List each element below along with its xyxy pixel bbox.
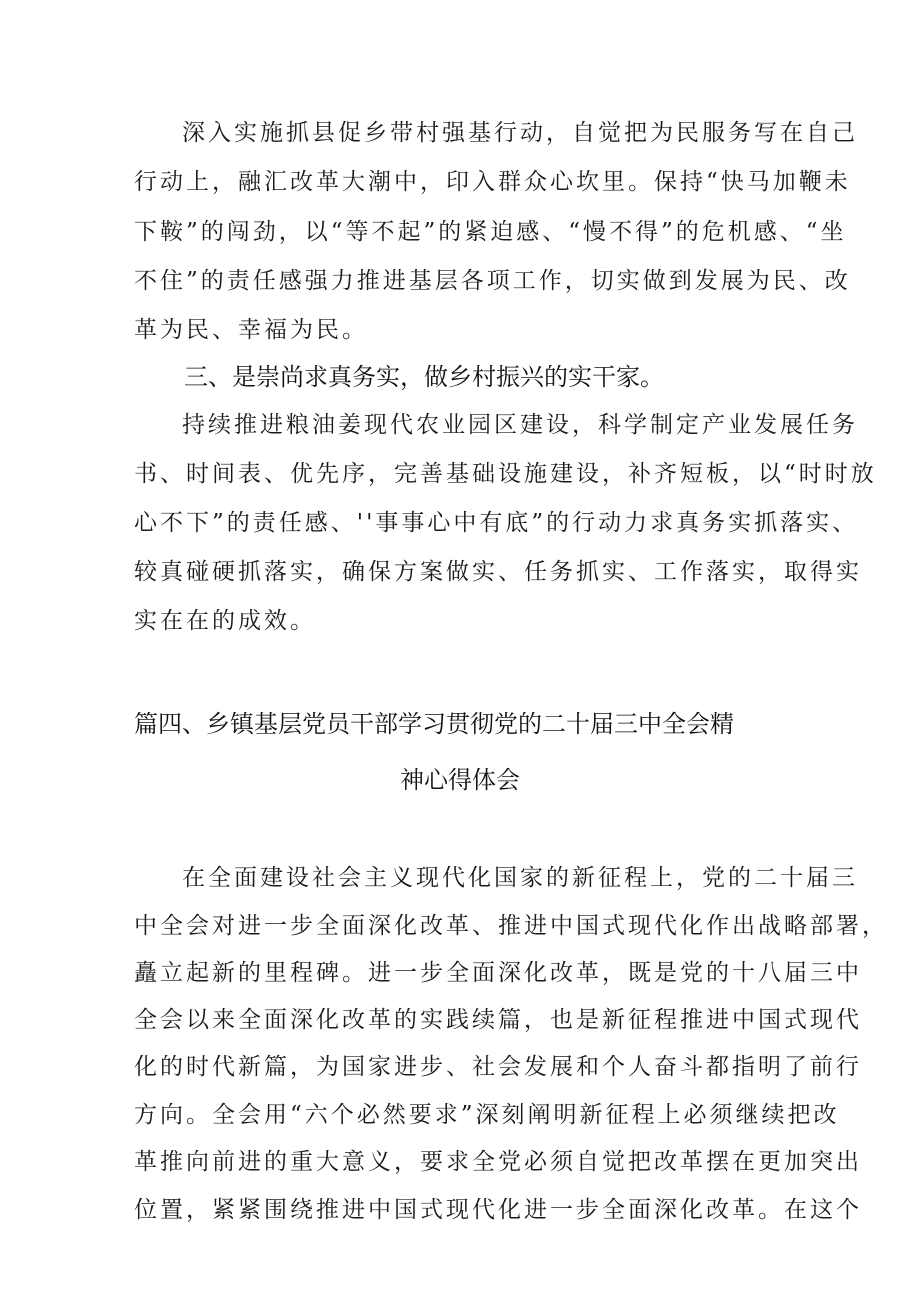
paragraph-3-line-5: 化的时代新篇，为国家进步、社会发展和个人奋斗都指明了前行 xyxy=(134,1054,862,1080)
paragraph-2-line-1: 持续推进粮油姜现代农业园区建设，科学制定产业发展任务 xyxy=(182,412,858,438)
paragraph-3-line-4: 全会以来全面深化改革的实践续篇，也是新征程推进中国式现代 xyxy=(134,1007,862,1033)
paragraph-1-line-1: 深入实施抓县促乡带村强基行动，自觉把为民服务写在自己 xyxy=(182,120,858,146)
paragraph-3-line-1: 在全面建设社会主义现代化国家的新征程上，党的二十届三 xyxy=(182,865,858,891)
paragraph-2-line-3: 心不下”的责任感、''事事心中有底”的行动力求真务实抓落实、 xyxy=(134,510,859,536)
article-title-line-1: 篇四、乡镇基层党员干部学习贯彻党的二十届三中全会精 xyxy=(134,710,734,738)
paragraph-1-line-3: 下鞍”的闯劲，以“等不起”的紧迫感、“慢不得”的危机感、“坐 xyxy=(134,219,847,245)
paragraph-1-line-4: 不住”的责任感强力推进基层各项工作，切实做到发展为民、改 xyxy=(134,268,851,294)
paragraph-3-line-3: 矗立起新的里程碑。进一步全面深化改革，既是党的十八届三中 xyxy=(134,960,862,986)
paragraph-3-line-2: 中全会对进一步全面深化改革、推进中国式现代化作出战略部署， xyxy=(134,913,888,939)
paragraph-2-line-5: 实在在的成效。 xyxy=(134,608,316,634)
paragraph-3-line-7: 革推向前进的重大意义，要求全党必须自觉把改革摆在更加突出 xyxy=(134,1149,862,1175)
paragraph-2-line-4: 较真碰硬抓落实，确保方案做实、任务抓实、工作落实，取得实 xyxy=(134,559,862,585)
article-title-line-2: 神心得体会 xyxy=(400,766,520,794)
paragraph-2-line-2: 书、时间表、优先序，完善基础设施建设，补齐短板，以“时时放 xyxy=(134,461,877,487)
paragraph-1-line-5: 革为民、幸福为民。 xyxy=(134,317,368,343)
paragraph-1-line-2: 行动上，融汇改革大潮中，印入群众心坎里。保持“快马加鞭未 xyxy=(134,169,851,195)
paragraph-3-line-8: 位置，紧紧围绕推进中国式现代化进一步全面深化改革。在这个 xyxy=(134,1197,862,1223)
paragraph-3-line-6: 方向。全会用“六个必然要求”深刻阐明新征程上必须继续把改 xyxy=(134,1102,840,1128)
section-heading: 三、是崇尚求真务实，做乡村振兴的实干家。 xyxy=(184,363,664,391)
